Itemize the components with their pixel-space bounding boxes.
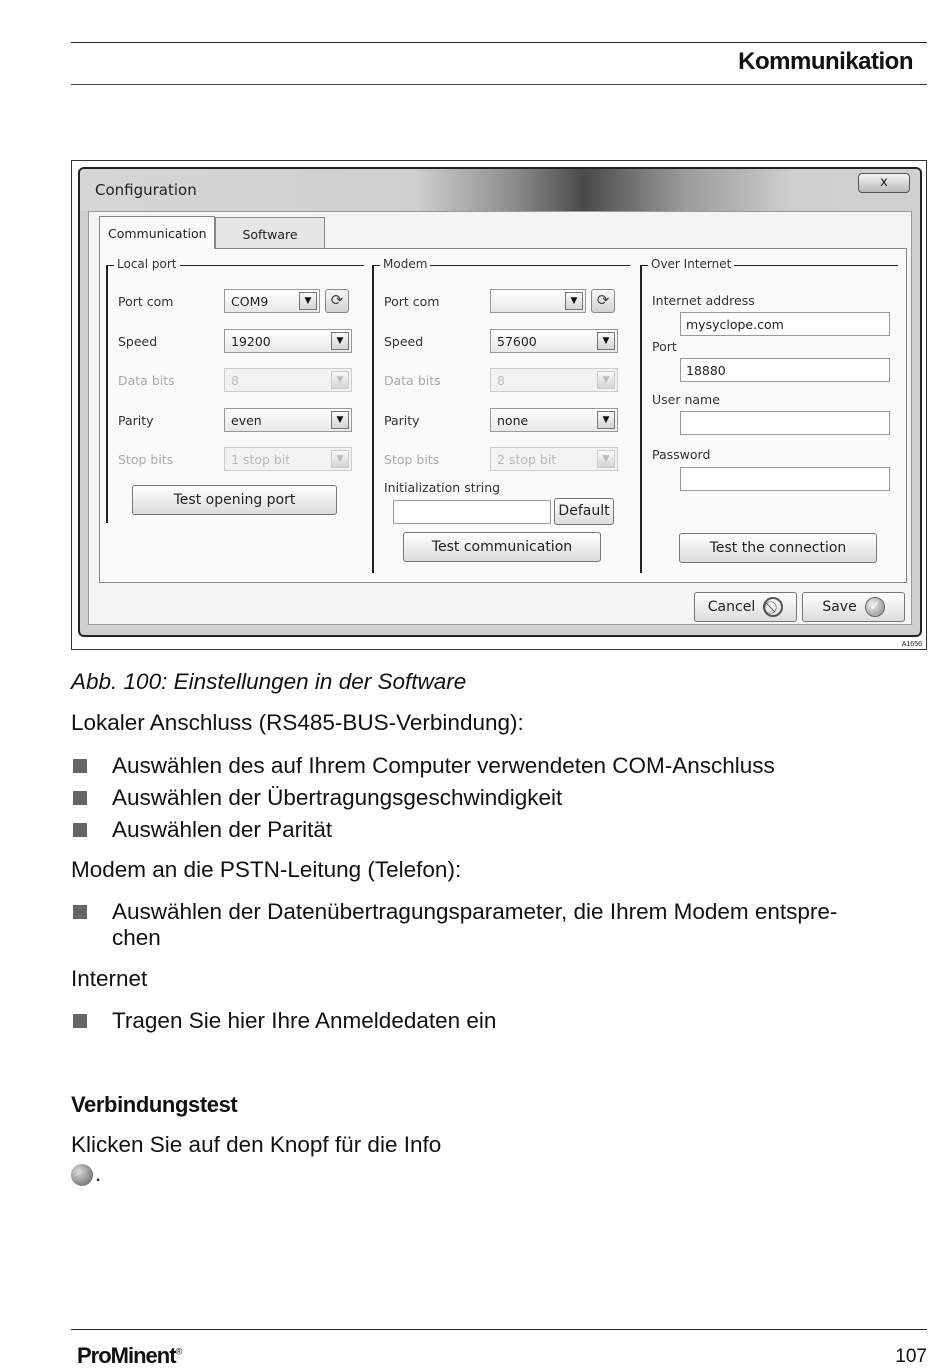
test-opening-port-button[interactable]: Test opening port bbox=[132, 485, 337, 515]
local-parity-label: Parity bbox=[118, 413, 154, 428]
list-item-text: Auswählen des auf Ihrem Computer verwendeten COM-Anschluss bbox=[112, 753, 775, 778]
internet-group-label: Over Internet bbox=[648, 257, 734, 271]
section-heading: Verbindungstest bbox=[71, 1092, 238, 1117]
verbindungstest-text: Klicken Sie auf den Knopf für die Info bbox=[71, 1132, 442, 1157]
chevron-down-icon[interactable]: ▼ bbox=[331, 411, 349, 429]
chevron-down-icon[interactable]: ▼ bbox=[597, 332, 615, 350]
save-button-label: Save bbox=[822, 599, 857, 615]
local-speed-label: Speed bbox=[118, 334, 158, 349]
cancel-button-label: Cancel bbox=[707, 599, 756, 615]
modem-parity-value: none bbox=[497, 413, 529, 428]
modem-data-bits-label: Data bits bbox=[384, 373, 441, 388]
tab-software[interactable]: Software bbox=[215, 217, 325, 248]
local-stop-bits-select bbox=[224, 447, 352, 471]
local-port-group-label: Local port bbox=[114, 257, 180, 271]
list-item-text: Auswählen der Parität bbox=[112, 817, 333, 842]
user-name-label: User name bbox=[652, 392, 720, 407]
chevron-down-icon[interactable]: ▼ bbox=[597, 411, 615, 429]
local-stop-bits-label: Stop bits bbox=[118, 452, 174, 467]
chevron-down-icon[interactable]: ▼ bbox=[565, 292, 583, 310]
communication-panel bbox=[99, 248, 907, 583]
window-title: Configuration bbox=[95, 181, 197, 199]
refresh-icon[interactable]: ⟳ bbox=[591, 289, 615, 313]
checkmark-icon: ✓ bbox=[865, 597, 885, 617]
page-number: 107 bbox=[895, 1346, 927, 1367]
local-data-bits-select bbox=[224, 368, 352, 392]
list-item-text: Tragen Sie hier Ihre Anmeldedaten ein bbox=[112, 1008, 497, 1033]
sentence-end: . bbox=[95, 1161, 102, 1186]
list-item bbox=[71, 1008, 927, 1034]
local-stop-bits-value: 1 stop bit bbox=[231, 452, 291, 467]
window-client-area bbox=[88, 211, 912, 625]
modem-port-com-label: Port com bbox=[384, 294, 440, 309]
local-port-com-label: Port com bbox=[118, 294, 174, 309]
modem-data-bits-value: 8 bbox=[497, 373, 505, 388]
list-item-text: Auswählen der Übertragungsgeschwindigkeit bbox=[112, 785, 563, 810]
cancel-button[interactable] bbox=[694, 592, 797, 622]
figure-screenshot bbox=[71, 160, 927, 650]
modem-parity-select[interactable] bbox=[490, 408, 618, 432]
test-connection-button[interactable]: Test the connection bbox=[679, 533, 877, 563]
internet-address-label: Internet address bbox=[652, 293, 755, 308]
tab-communication[interactable]: Communication bbox=[99, 216, 215, 249]
internet-address-input[interactable]: mysyclope.com bbox=[680, 312, 890, 336]
logo-registered-mark: ® bbox=[175, 1346, 182, 1357]
bullet-square-icon bbox=[73, 791, 87, 805]
footer-rule bbox=[71, 1329, 927, 1330]
figure-id: A1656 bbox=[901, 641, 922, 648]
bullet-square-icon bbox=[73, 905, 87, 919]
local-speed-value: 19200 bbox=[231, 334, 271, 349]
list-item-text: Auswählen der Datenübertragungsparameter, die Ihrem Modem entspre- chen bbox=[112, 899, 838, 950]
chevron-down-icon[interactable]: ▼ bbox=[331, 332, 349, 350]
page-header-title: Kommunikation bbox=[738, 48, 913, 75]
prominent-logo bbox=[77, 1343, 181, 1369]
modem-stop-bits-label: Stop bits bbox=[384, 452, 440, 467]
chevron-down-icon: ▼ bbox=[331, 371, 349, 389]
modem-init-label: Initialization string bbox=[384, 480, 501, 495]
header-rule-top bbox=[71, 42, 927, 43]
user-name-input[interactable] bbox=[680, 411, 890, 435]
chevron-down-icon[interactable]: ▼ bbox=[299, 292, 317, 310]
internet-port-input[interactable]: 18880 bbox=[680, 358, 890, 382]
local-speed-select[interactable] bbox=[224, 329, 352, 353]
local-parity-value: even bbox=[231, 413, 262, 428]
modem-stop-bits-value: 2 stop bit bbox=[497, 452, 557, 467]
refresh-icon[interactable]: ⟳ bbox=[325, 289, 349, 313]
password-input[interactable] bbox=[680, 467, 890, 491]
modem-speed-value: 57600 bbox=[497, 334, 537, 349]
cancel-icon bbox=[763, 597, 783, 617]
internet-heading: Internet bbox=[71, 966, 148, 991]
info-icon bbox=[71, 1164, 93, 1186]
local-data-bits-label: Data bits bbox=[118, 373, 175, 388]
save-button[interactable] bbox=[802, 592, 905, 622]
modem-port-com-select[interactable] bbox=[490, 289, 586, 313]
internet-port-label: Port bbox=[652, 339, 677, 354]
local-port-com-select[interactable] bbox=[224, 289, 320, 313]
figure-caption: Abb. 100: Einstellungen in der Software bbox=[71, 669, 467, 694]
chevron-down-icon: ▼ bbox=[597, 450, 615, 468]
list-item bbox=[71, 899, 927, 951]
chevron-down-icon: ▼ bbox=[331, 450, 349, 468]
bullet-square-icon bbox=[73, 759, 87, 773]
logo-text: ProMinent bbox=[77, 1343, 176, 1368]
modem-heading: Modem an die PSTN-Leitung (Telefon): bbox=[71, 857, 462, 882]
modem-speed-select[interactable] bbox=[490, 329, 618, 353]
local-port-com-value: COM9 bbox=[231, 294, 269, 309]
default-button[interactable]: Default bbox=[554, 498, 614, 525]
modem-stop-bits-select bbox=[490, 447, 618, 471]
local-parity-select[interactable] bbox=[224, 408, 352, 432]
list-item bbox=[71, 785, 927, 811]
bullet-square-icon bbox=[73, 823, 87, 837]
modem-data-bits-select bbox=[490, 368, 618, 392]
modem-init-input[interactable] bbox=[393, 500, 551, 524]
chevron-down-icon: ▼ bbox=[597, 371, 615, 389]
close-button[interactable]: x bbox=[858, 173, 910, 193]
modem-parity-label: Parity bbox=[384, 413, 420, 428]
modem-speed-label: Speed bbox=[384, 334, 424, 349]
bullet-square-icon bbox=[73, 1014, 87, 1028]
local-heading: Lokaler Anschluss (RS485-BUS-Verbindung): bbox=[71, 710, 524, 735]
configuration-window bbox=[78, 167, 922, 637]
test-communication-button[interactable]: Test communication bbox=[403, 532, 601, 562]
list-item bbox=[71, 753, 927, 779]
password-label: Password bbox=[652, 447, 711, 462]
list-item bbox=[71, 817, 927, 843]
header-rule-bottom bbox=[71, 84, 927, 85]
modem-group-label: Modem bbox=[380, 257, 430, 271]
local-data-bits-value: 8 bbox=[231, 373, 239, 388]
window-titlebar bbox=[80, 169, 920, 211]
